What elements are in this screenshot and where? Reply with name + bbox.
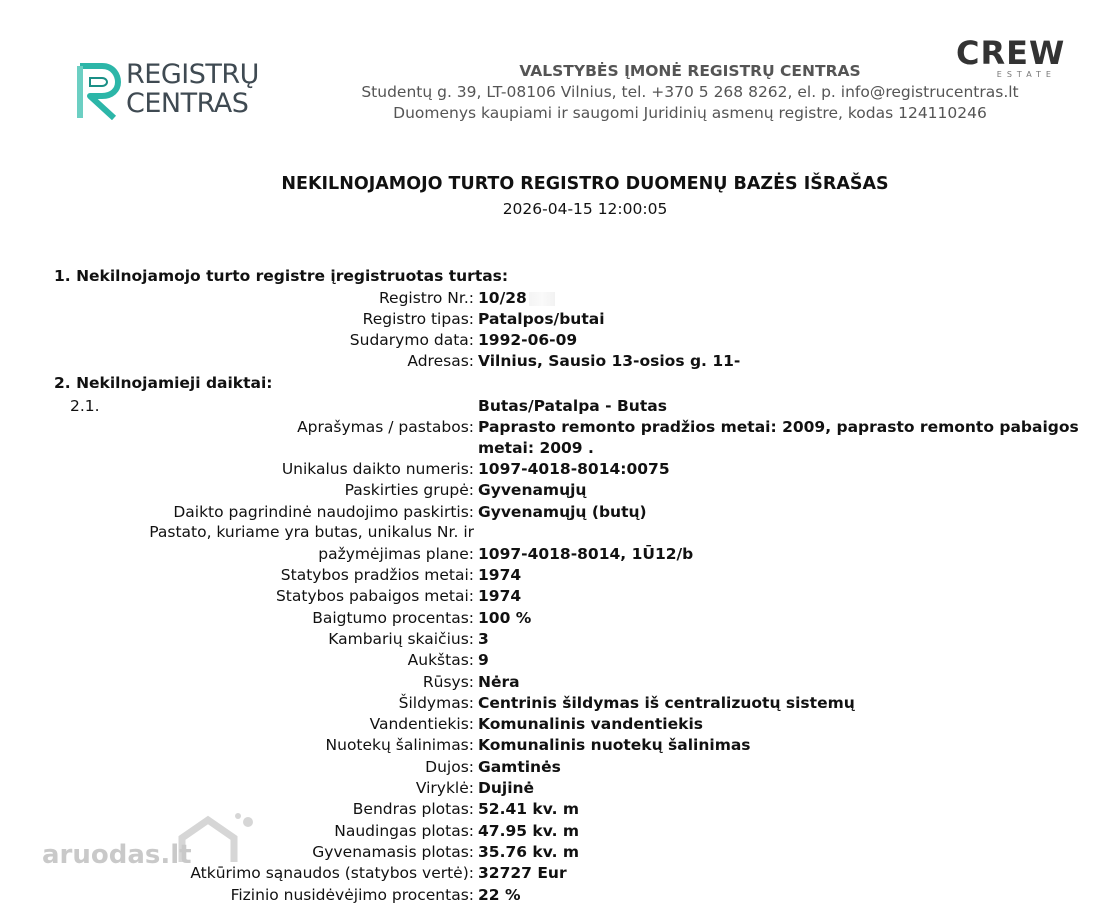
- field-label: Nuotekų šalinimas:: [325, 736, 474, 755]
- field-row: [0, 502, 1112, 523]
- item-header-row: [0, 396, 1112, 417]
- field-row: [0, 417, 1112, 459]
- document-title: NEKILNOJAMOJO TURTO REGISTRO DUOMENŲ BAZĖS IŠRAŠAS: [281, 174, 889, 194]
- field-label: Fizinio nusidėvėjimo procentas:: [230, 885, 474, 904]
- section-2-heading: 2. Nekilnojamieji daiktai:: [54, 374, 273, 392]
- field-value: Nėra: [478, 672, 520, 691]
- field-value: 1974: [478, 587, 522, 606]
- field-row: [0, 522, 1112, 543]
- field-value: Komunalinis nuotekų šalinimas: [478, 736, 751, 755]
- field-label: Naudingas plotas:: [334, 821, 474, 840]
- field-row: [0, 778, 1112, 799]
- section-1-heading: 1. Nekilnojamojo turto registre įregistruotas turtas:: [54, 267, 509, 285]
- field-row: [0, 586, 1112, 607]
- field-row: [0, 608, 1112, 629]
- field-label: Pastato, kuriame yra butas, unikalus Nr. ir: [149, 523, 474, 541]
- field-label: Viryklė:: [415, 779, 474, 797]
- field-label: Sudarymo data:: [349, 331, 474, 349]
- crew-logo-word: CREW: [956, 34, 1066, 72]
- field-value: Gamtinės: [478, 757, 561, 776]
- field-row: [0, 351, 1112, 372]
- registry-number-value: 10/28: [478, 289, 527, 307]
- field-label: Bendras plotas:: [352, 800, 474, 819]
- field-label: Vandentiekis:: [369, 715, 474, 734]
- redacted-block: [529, 292, 555, 306]
- field-row: [0, 885, 1112, 906]
- org-address: Studentų g. 39, LT-08106 Vilnius, tel. +370 5 268 8262, el. p. info@registrucentras.lt: [361, 83, 1019, 101]
- item-number: 2.1.: [70, 397, 100, 415]
- field-label: Adresas:: [407, 352, 474, 370]
- field-value: 1974: [478, 566, 522, 584]
- org-name: VALSTYBĖS ĮMONĖ REGISTRŲ CENTRAS: [519, 62, 861, 80]
- registru-centras-logo: [76, 60, 266, 124]
- field-label: Daikto pagrindinė naudojimo paskirtis:: [173, 502, 474, 521]
- field-label: Atkūrimo sąnaudos (statybos vertė):: [190, 864, 474, 883]
- field-label: Aukštas:: [407, 651, 474, 670]
- field-row: [0, 309, 1112, 330]
- rc-logo-mark-icon: [76, 62, 122, 120]
- field-row: [0, 544, 1112, 565]
- field-value: 22 %: [478, 885, 521, 904]
- field-label: Gyvenamasis plotas:: [312, 842, 474, 861]
- org-registry-note: Duomenys kaupiami ir saugomi Juridinių asmenų registre, kodas 124110246: [393, 104, 987, 122]
- field-value: [478, 288, 555, 309]
- field-value: 47.95 kv. m: [478, 821, 580, 840]
- field-row: [0, 330, 1112, 351]
- field-row: [0, 672, 1112, 693]
- field-label: pažymėjimas plane:: [318, 545, 474, 563]
- field-value: 1097-4018-8014:0075: [478, 460, 670, 478]
- field-row: [0, 459, 1112, 480]
- field-label: Kambarių skaičius:: [328, 629, 474, 648]
- field-value: 1992-06-09: [478, 331, 578, 349]
- field-value: 32727 Eur: [478, 864, 567, 883]
- field-label: Rūsys:: [422, 672, 474, 691]
- field-label: Paskirties grupė:: [344, 481, 474, 500]
- watermark-text: aruodas.lt: [42, 840, 192, 870]
- field-value: 1097-4018-8014, 1Ū12/b: [478, 545, 694, 563]
- field-value: Gyvenamųjų (butų): [478, 502, 647, 521]
- field-value: Paprasto remonto pradžios metai: 2009, paprasto remonto pabaigos metai: 2009 .: [478, 418, 1079, 457]
- aruodas-watermark: [42, 812, 232, 872]
- field-value: 3: [478, 629, 489, 648]
- crew-estate-logo: [956, 36, 1076, 79]
- field-value: Patalpos/butai: [478, 310, 605, 328]
- field-value: Centrinis šildymas iš centralizuotų sistemų: [478, 693, 855, 712]
- item-type: Butas/Patalpa - Butas: [478, 397, 667, 415]
- field-row: [0, 629, 1112, 650]
- field-row: [0, 714, 1112, 735]
- rc-logo-line-2: CENTRAS: [126, 88, 249, 119]
- field-row: [0, 480, 1112, 501]
- field-label: Statybos pabaigos metai:: [275, 587, 474, 606]
- field-row: [0, 757, 1112, 778]
- field-label: Statybos pradžios metai:: [280, 566, 474, 584]
- field-value: Gyvenamųjų: [478, 481, 587, 500]
- document-date: 2026-04-15 12:00:05: [502, 200, 668, 218]
- field-value: 100 %: [478, 608, 532, 627]
- field-label: Aprašymas / pastabos:: [297, 418, 474, 436]
- field-label: Registro tipas:: [362, 310, 474, 328]
- field-row: [0, 565, 1112, 586]
- field-value: Dujinė: [478, 779, 535, 797]
- field-label: Dujos:: [425, 757, 474, 776]
- field-label: Šildymas:: [398, 693, 474, 712]
- field-label: Registro Nr.:: [378, 289, 474, 307]
- field-row: [0, 288, 1112, 309]
- field-row: [0, 735, 1112, 756]
- field-label: Unikalus daikto numeris:: [281, 460, 474, 478]
- rc-logo-text: [126, 60, 259, 118]
- field-value: Komunalinis vandentiekis: [478, 715, 703, 734]
- crew-logo-subtitle: ESTATE: [996, 70, 1056, 79]
- field-label: Baigtumo procentas:: [312, 608, 474, 627]
- field-value: Vilnius, Sausio 13-osios g. 11-: [478, 352, 741, 370]
- field-row: [0, 650, 1112, 671]
- field-value: 9: [478, 651, 489, 670]
- field-value: 35.76 kv. m: [478, 842, 580, 861]
- field-row: [0, 693, 1112, 714]
- field-value: 52.41 kv. m: [478, 800, 580, 819]
- rc-logo-line-1: REGISTRŲ: [126, 59, 259, 90]
